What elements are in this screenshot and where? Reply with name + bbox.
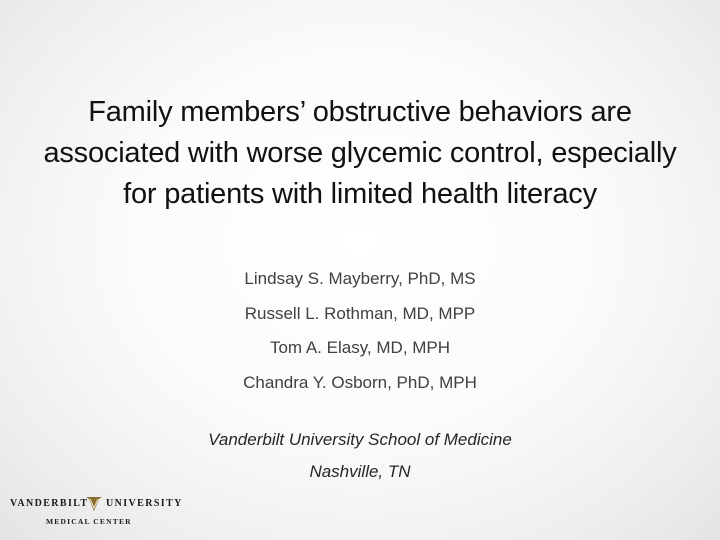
author-1: Lindsay S. Mayberry, PhD, MS [244, 269, 476, 288]
author-list [160, 262, 560, 400]
title-line-3: for patients with limited health literacy [123, 178, 597, 210]
author-4: Chandra Y. Osborn, PhD, MPH [243, 372, 477, 392]
logo-left-word: VANDERBILT [10, 498, 89, 509]
institution-name: Vanderbilt University School of Medicine [208, 430, 512, 449]
title-line-1: Family members’ obstructive behaviors are [88, 96, 632, 128]
title-line-2: associated with worse glycemic control, especially [43, 137, 677, 169]
author-2: Russell L. Rothman, MD, MPP [244, 303, 476, 323]
vanderbilt-logo [10, 496, 183, 530]
logo-subtitle: MEDICAL CENTER [46, 517, 132, 526]
author-3: Tom A. Elasy, MD, MPH [269, 338, 451, 357]
slide-title [10, 92, 710, 215]
institution-location: Nashville, TN [309, 462, 411, 481]
institution-block [110, 424, 610, 488]
logo-right-word: UNIVERSITY [106, 498, 183, 509]
oak-leaf-v-icon [84, 496, 104, 512]
